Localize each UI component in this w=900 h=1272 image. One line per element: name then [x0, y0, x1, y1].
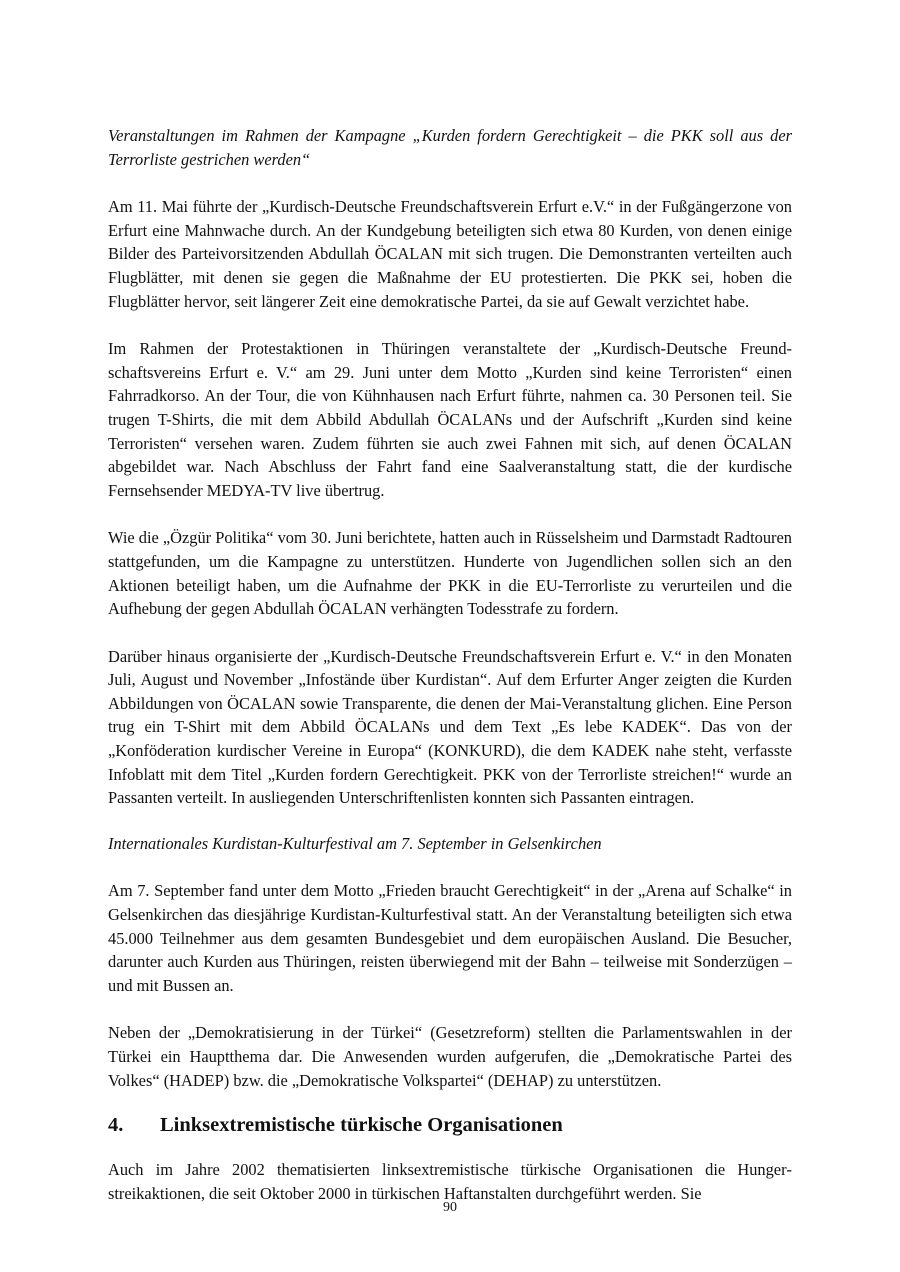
- section-subtitle-campaign: Veranstaltungen im Rahmen der Kampagne „Kurden fordern Gerechtigkeit – die PKK soll aus der Terrorliste gestrichen werden“: [108, 126, 792, 169]
- paragraph-mahnwache: Am 11. Mai führte der „Kurdisch-Deutsche Freundschaftsverein Erfurt e.V.“ in der Fußgängerzone von Erfurt eine Mahnwache durch. An der Kundgebung beteiligten sich etwa 80 Kurden, von denen einige Bilder des Parteivorsitzenden Abdullah ÖCALAN mit sich trugen. Die Demonstranten verteilten auch Flugblätter, mit denen sie gegen die Maßnahme der EU protestierten. Die PKK sei, hoben die Flugblätter hervor, seit längerer Zeit eine demokratische Partei, da sie auf Gewalt verzichtet habe.: [108, 197, 792, 311]
- paragraph-fahrradkorso: Im Rahmen der Protestaktionen in Thüringen veranstaltete der „Kurdisch-Deutsche Freundschaftsvereins Erfurt e. V.“ am 29. Juni unter dem Motto „Kurden sind keine Terroristen“ einen Fahrradkorso. An der Tour, die von Kühnhausen nach Erfurt führte, nahmen ca. 30 Personen teil. Sie trugen T-Shirts, die mit dem Abbild Abdullah ÖCALANs und der Aufschrift „Kurden sind keine Terroristen“ versehen waren. Zudem führten sie auch zwei Fahnen mit sich, auf denen ÖCALAN abgebildet war. Nach Abschluss der Fahrt fand eine Saalveranstaltung statt, die der kurdische Fernsehsender MEDYA-TV live übertrug.: [108, 339, 792, 500]
- chapter-title: Linksextremistische türkische Organisationen: [160, 1114, 563, 1137]
- chapter-heading: [108, 1112, 792, 1138]
- paragraph-hungerstreik: Auch im Jahre 2002 thematisierten linksextremistische türkische Organisationen die Hungerstreikaktionen, die seit Oktober 2000 in türkischen Haftanstalten durchgeführt werden. Sie: [108, 1160, 792, 1203]
- paragraph-infostaende: Darüber hinaus organisierte der „Kurdisch-Deutsche Freundschaftsverein Erfurt e. V.“ in den Monaten Juli, August und November „Infostände über Kurdistan“. Auf dem Erfurter Anger zeigten die Kurden Abbildungen von ÖCALAN sowie Transparente, die denen der Mai-Veranstaltung glichen. Eine Person trug ein T-Shirt mit dem Abbild ÖCALANs und dem Text „Es lebe KADEK“. Das von der „Konföderation kurdischer Vereine in Europa“ (KONKURD), die dem KADEK nahe steht, verfasste Infoblatt mit dem Titel „Kurden fordern Gerechtigkeit. PKK von der Terrorliste streichen!“ wurde an Passanten verteilt. In ausliegenden Unterschriftenlisten konnten sich Passanten eintragen.: [108, 646, 792, 808]
- paragraph-kulturfestival: Am 7. September fand unter dem Motto „Frieden braucht Gerechtigkeit“ in der „Arena auf Schalke“ in Gelsenkirchen das diesjährige Kurdistan-Kulturfestival statt. An der Veranstaltung beteiligten sich etwa 45.000 Teilnehmer aus dem gesamten Bundesgebiet und dem europäischen Ausland. Die Besucher, darunter auch Kurden aus Thüringen, reisten überwiegend mit der Bahn – teilweise mit Sonderzügen – und mit Bussen an.: [108, 881, 792, 995]
- section-subtitle-festival: Internationales Kurdistan-Kulturfestival am 7. September in Gelsenkirchen: [108, 833, 602, 853]
- paragraph-radtouren: Wie die „Özgür Politika“ vom 30. Juni berichtete, hatten auch in Rüsselsheim und Darmstadt Radtouren stattgefunden, um die Kampagne zu unterstützen. Hunderte von Jugendlichen sollen sich an den Aktionen beteiligt haben, um die Aufnahme der PKK in die EU-Terrorliste zu verurteilen und die Aufhebung der gegen Abdullah ÖCALAN verhängten Todesstrafe zu fordern.: [108, 528, 792, 619]
- page-number: 90: [443, 1200, 457, 1215]
- page-body: [108, 124, 792, 1205]
- chapter-number: 4.: [108, 1114, 124, 1137]
- paragraph-parlamentswahlen: Neben der „Demokratisierung in der Türkei“ (Gesetzreform) stellten die Parlamentswahlen in der Türkei ein Hauptthema dar. Die Anwesenden wurden aufgerufen, die „Demokratische Partei des Volkes“ (HADEP) bzw. die „Demokratische Volkspartei“ (DEHAP) zu unterstützen.: [108, 1023, 792, 1090]
